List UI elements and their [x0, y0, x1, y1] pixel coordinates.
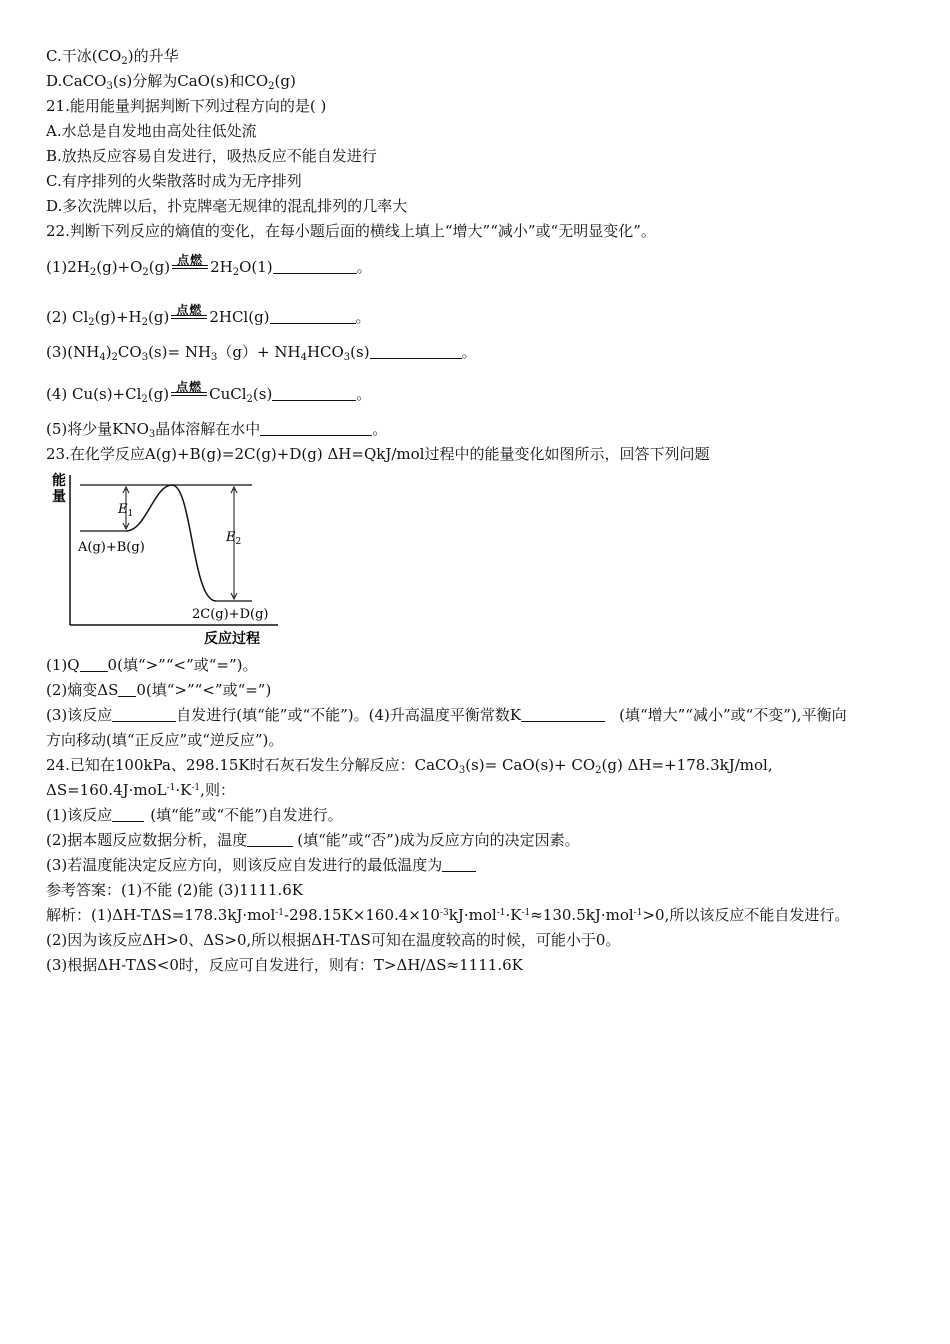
ignition-arrow: 点燃	[169, 381, 209, 401]
q22-item-5: (5)将少量$KNO_3$晶体溶解在水中 。	[46, 420, 388, 440]
q21-stem: 21.能用能量判据判断下列过程方向的是( )	[46, 97, 327, 115]
answer-blank[interactable]	[270, 309, 356, 324]
answer-explanation-3: (3)根据ΔH-TΔS<0时，反应可自发进行，则有：T>ΔH/ΔS≈1111.6K	[46, 956, 523, 974]
answer-explanation-1: 解析：$(1)\Delta H-T\Delta S=178.3kJ\cdot mol^{-1}-298.15K\times 160.4\times 10^{-3}kJ\cdot mol^{-1}\cdot K^{-1}\approx 130.5kJ\cdot mol^{-1}>0$,所以该反应不能自发进行。	[46, 906, 850, 924]
q22-stem: 22.判断下列反应的熵值的变化，在每小题后面的横线上填上“增大”“减小”或“无明显变化”。	[46, 222, 656, 240]
q24-sub-2: (2)据本题反应数据分析，温度 (填“能”或“否”)成为反应方向的决定因素。	[46, 831, 580, 849]
answer-key-title: 参考答案：(1)不能 (2)能 (3)1111.6K	[46, 881, 303, 899]
answer-blank[interactable]	[273, 259, 357, 274]
answer-blank[interactable]	[80, 657, 108, 672]
q22-item-4: (4) $Cu(s)+Cl_2(g)$ 点燃 CuCl$_2$(s) 。	[46, 380, 372, 405]
answer-blank[interactable]	[112, 707, 176, 722]
answer-blank[interactable]	[521, 707, 605, 722]
ignition-arrow: 点燃	[170, 254, 210, 274]
x-axis-label: 反应过程	[204, 631, 260, 647]
q22-item-2: (2) $Cl_2(g)+H_2(g)$ 点燃 2HCl(g) 。	[46, 303, 371, 328]
answer-blank[interactable]	[112, 807, 144, 822]
answer-blank[interactable]	[272, 386, 356, 401]
worksheet	[46, 44, 916, 978]
q20-option-c: C.干冰$(CO_2)$的升华	[46, 47, 179, 67]
ignition-arrow: 点燃	[169, 304, 209, 324]
q21-option-d: D.多次洗牌以后，扑克牌毫无规律的混乱排列的几率大	[46, 197, 408, 215]
energy-diagram	[46, 471, 286, 651]
q24-sub-3: (3)若温度能决定反应方向，则该反应自发进行的最低温度为	[46, 853, 916, 878]
answer-blank[interactable]	[442, 857, 476, 872]
e2-label: $E_2$	[226, 530, 242, 547]
answer-blank[interactable]	[247, 832, 293, 847]
q21-option-b: B.放热反应容易自发进行，吸热反应不能自发进行	[46, 147, 377, 165]
answer-blank[interactable]	[370, 344, 462, 359]
energy-diagram-svg	[46, 471, 286, 651]
q23-stem: 23.在化学反应A(g)+B(g)=2C(g)+D(g) ΔH=QkJ/mol过程中的能量变化如图所示，回答下列问题	[46, 445, 710, 463]
reactants-label: A(g)+B(g)	[78, 540, 145, 555]
q24-sub-1: (1)该反应 (填“能”或“不能”)自发进行。	[46, 806, 343, 824]
e1-label: $E_1$	[118, 502, 134, 519]
q23-sub-3: (3)该反应 自发进行(填“能”或“不能”)。(4)升高温度平衡常数K (填“增大”“减小”或“不变”),平衡向	[46, 706, 847, 724]
q21-option-c: C.有序排列的火柴散落时成为无序排列	[46, 172, 302, 190]
y-axis-label-1: 能	[52, 473, 66, 489]
products-label: 2C(g)+D(g)	[192, 607, 269, 622]
q22-item-1: $(1)2H_2(g)+O_2(g)$ 点燃 $2H_2O(1)$ 。	[46, 253, 372, 278]
answer-blank[interactable]	[118, 682, 136, 697]
y-axis-label-2: 量	[52, 489, 66, 505]
answer-blank[interactable]	[260, 421, 372, 436]
q22-item-3: $(3)(NH_4)_2CO_3(s)= NH_3(g)+ NH_4HCO_3(s)$ 。	[46, 343, 477, 363]
q24-stem: 24.已知在100kPa、298.15K时石灰石发生分解反应：CaCO$_3$(s)= $CaO(s)+ CO_2(g)$ ΔH=+178.3kJ/mol,	[46, 756, 773, 776]
answer-explanation-2: (2)因为该反应ΔH>0、ΔS>0,所以根据ΔH-TΔS可知在温度较高的时候，可能小于0。	[46, 931, 621, 949]
q24-stem-2: $\Delta S=160.4J\cdot moL^{-1}\cdot K^{-1}$,则：	[46, 781, 235, 799]
q23-sub-1: (1)Q 0(填“>”“<”或“=”)。	[46, 656, 258, 674]
q23-sub-3-cont: 方向移动(填“正反应”或“逆反应”)。	[46, 731, 284, 749]
q20-option-d: D.CaCO$_3$(s)分解为CaO(s)和$CO_2(g)$	[46, 72, 296, 92]
q21-option-a: A.水总是自发地由高处往低处流	[46, 122, 257, 140]
q23-sub-2: (2)熵变ΔS 0(填“>”“<”或“=”)	[46, 681, 272, 699]
